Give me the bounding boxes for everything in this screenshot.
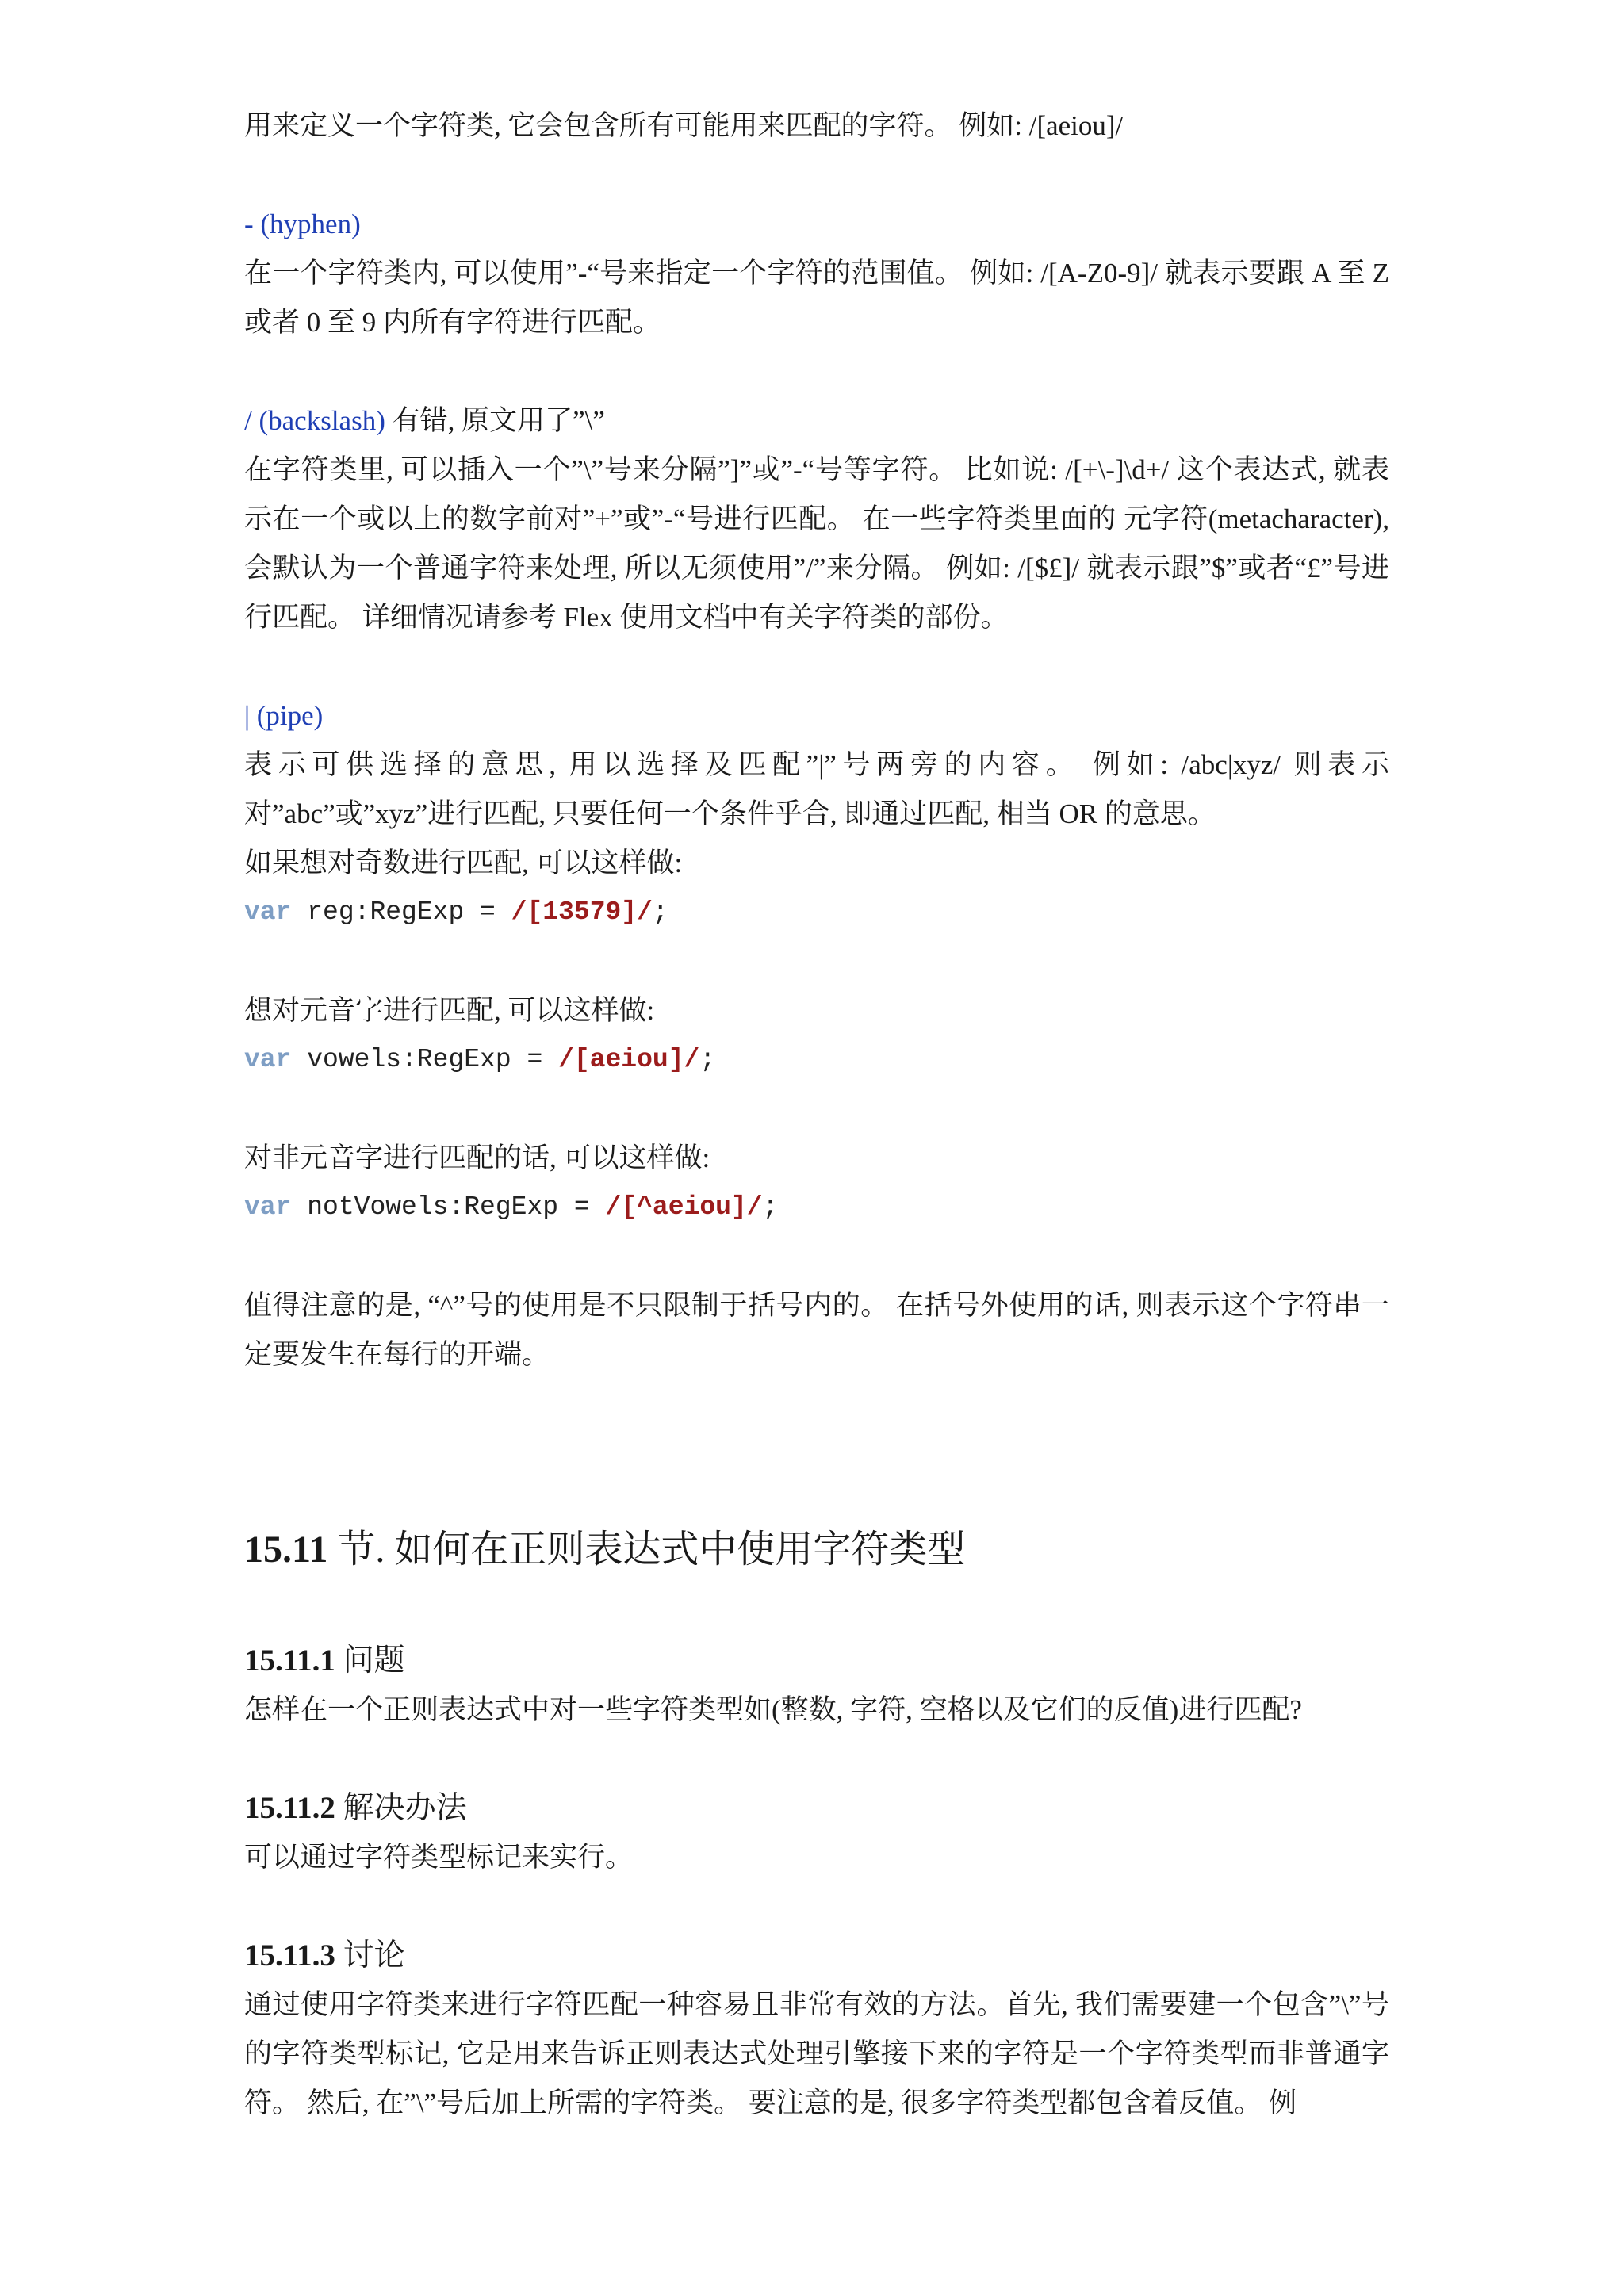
pipe-term <box>244 691 1389 740</box>
code-declaration: notVowels:RegExp = <box>291 1192 606 1222</box>
hyphen-paragraph: 在一个字符类内, 可以使用”-“号来指定一个字符的范围值。 例如: /[A-Z0-9]/ 就表示要跟 A 至 Z 或者 0 至 9 内所有字符进行匹配。 <box>244 258 1389 338</box>
code-declaration: vowels:RegExp = <box>291 1045 559 1074</box>
section-number: 15.11 <box>244 1529 328 1571</box>
code-terminator: ; <box>762 1192 779 1222</box>
code-keyword: var <box>244 1045 292 1074</box>
subsection-heading-solution <box>244 1784 1389 1833</box>
caret-note-paragraph: 值得注意的是, “^”号的使用是不只限制于括号内的。 在括号外使用的话, 则表示这个字符串一定要发生在每行的开端。 <box>244 1290 1389 1370</box>
code-terminator: ; <box>652 897 668 927</box>
subsection-number: 15.11.3 <box>244 1938 335 1973</box>
code-line-odd <box>244 888 1389 937</box>
odd-intro: 如果想对奇数进行匹配, 可以这样做: <box>244 848 683 878</box>
code-keyword: var <box>244 897 292 927</box>
hyphen-term-label: - (hyphen) <box>244 209 361 239</box>
problem-paragraph: 怎样在一个正则表达式中对一些字符类型如(整数, 字符, 空格以及它们的反值)进行匹配? <box>244 1694 1302 1725</box>
backslash-note: 有错, 原文用了”\” <box>385 405 605 436</box>
backslash-paragraph: 在字符类里, 可以插入一个”\”号来分隔”]”或”-“号等字符。 比如说: /[+\-]\d+/ 这个表达式, 就表示在一个或以上的数字前对”+”或”-“号进行匹配。 在一些字符类里面的 元字符(metacharacter), 会默认为一个普通字符来处理, 所以无须使用”/”来分隔。 例如: /[$£]/ 就表示跟”$”或者“£”号进行匹配。 详细情况请参考 Flex 使用文档中有关字符类的部份。 <box>244 454 1389 633</box>
subsection-number: 15.11.1 <box>244 1644 335 1678</box>
hyphen-term <box>244 200 1389 249</box>
document-page <box>244 101 1389 2128</box>
section-heading <box>244 1522 1389 1578</box>
backslash-term <box>244 396 1389 446</box>
discussion-paragraph: 通过使用字符类来进行字符匹配一种容易且非常有效的方法。首先, 我们需要建一个包含”\”号的字符类型标记, 它是用来告诉正则表达式处理引擎接下来的字符是一个字符类型而非普通字符。 然后, 在”\”号后加上所需的字符类。 要注意的是, 很多字符类型都包含着反值。 例 <box>244 1989 1389 2118</box>
code-regex: /[aeiou]/ <box>558 1045 700 1074</box>
vowel-intro: 想对元音字进行匹配, 可以这样做: <box>244 995 655 1026</box>
subsection-heading-discussion <box>244 1931 1389 1980</box>
code-regex: /[13579]/ <box>511 897 653 927</box>
subsection-title: 讨论 <box>335 1938 405 1973</box>
code-line-not-vowels <box>244 1183 1389 1232</box>
subsection-number: 15.11.2 <box>244 1791 335 1825</box>
code-keyword: var <box>244 1192 292 1222</box>
code-declaration: reg:RegExp = <box>291 897 511 927</box>
subsection-title: 解决办法 <box>335 1791 467 1825</box>
backslash-term-label: / (backslash) <box>244 405 385 436</box>
pipe-term-label: | (pipe) <box>244 700 324 731</box>
intro-paragraph: 用来定义一个字符类, 它会包含所有可能用来匹配的字符。 例如: /[aeiou]/ <box>244 110 1124 141</box>
code-line-vowels <box>244 1035 1389 1085</box>
nonvowel-intro: 对非元音字进行匹配的话, 可以这样做: <box>244 1142 710 1173</box>
code-regex: /[^aeiou]/ <box>605 1192 763 1222</box>
pipe-paragraph: 表示可供选择的意思, 用以选择及匹配”|”号两旁的内容。 例如: /abc|xyz/ 则表示对”abc”或”xyz”进行匹配, 只要任何一个条件乎合, 即通过匹配, 相当 OR 的意思。 <box>244 749 1389 829</box>
section-title: 节. 如何在正则表达式中使用字符类型 <box>327 1529 966 1571</box>
subsection-heading-problem <box>244 1636 1389 1686</box>
code-terminator: ; <box>699 1045 716 1074</box>
subsection-title: 问题 <box>335 1644 405 1678</box>
solution-paragraph: 可以通过字符类型标记来实行。 <box>244 1842 634 1873</box>
